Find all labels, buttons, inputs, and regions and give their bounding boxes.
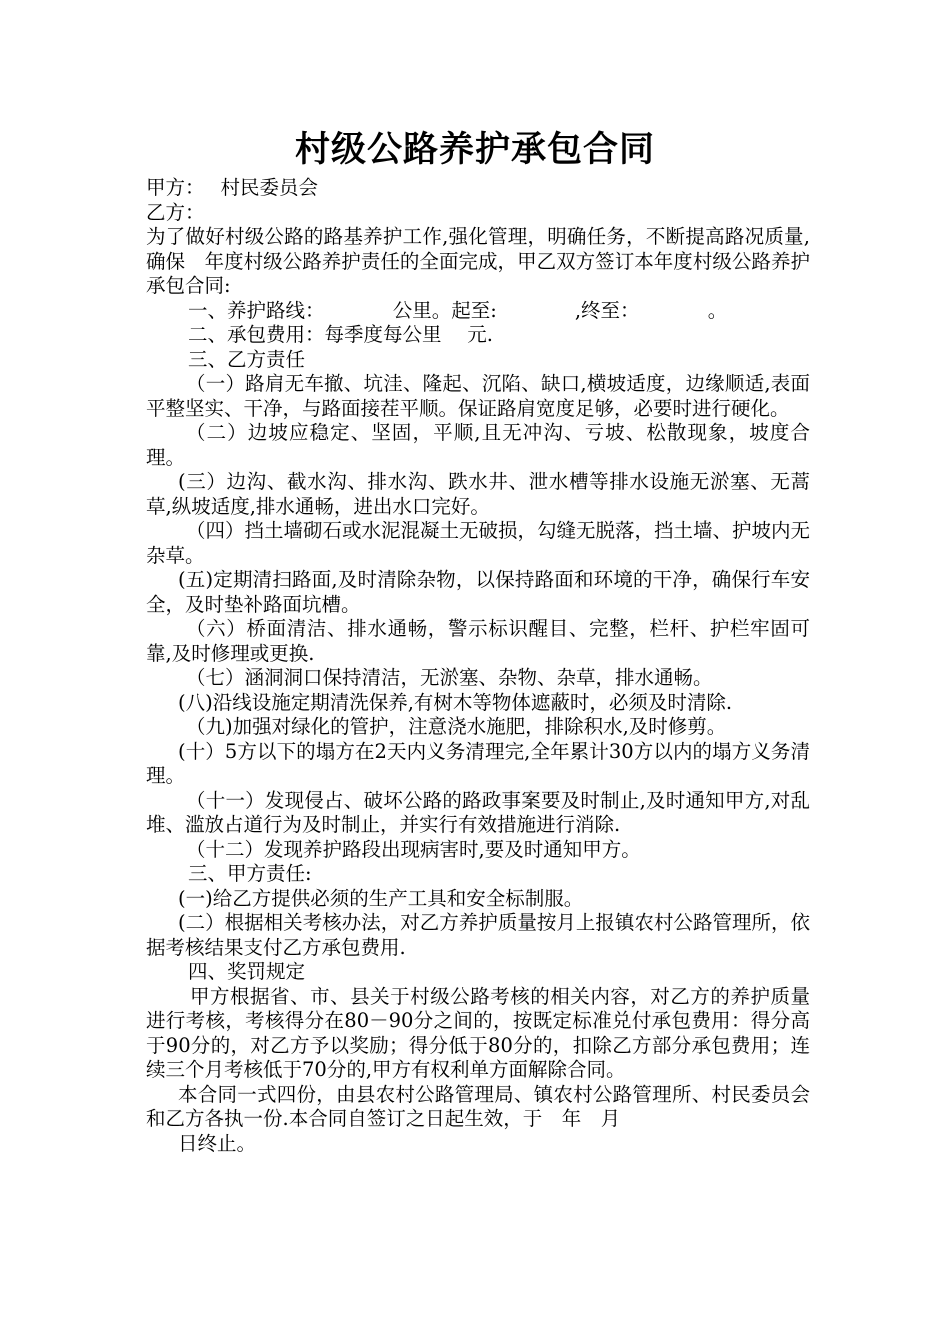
party-b-item-12: （十二）发现养护路段出现病害时,要及时通知甲方。 — [186, 837, 641, 861]
clause-fee: 二、承包费用：每季度每公里 元. — [188, 323, 493, 346]
party-a-line: 甲方： 村民委员会 — [146, 176, 318, 199]
party-b-item-1: （一）路肩无车撤、坑洼、隆起、沉陷、缺口,横坡适度，边缘顺适,表面平整坚实、干净，与路面接茬平顺。保证路肩宽度足够，必要时进行硬化。 — [146, 372, 810, 420]
party-a-item-2: (二）根据相关考核办法，对乙方养护质量按月上报镇农村公路管理所，依据考核结果支付乙方承包费用. — [146, 911, 810, 959]
section-heading-party-b: 三、乙方责任 — [188, 347, 306, 371]
party-b-line: 乙方： — [146, 200, 205, 224]
party-b-item-10: (十）5方以下的塌方在2天内义务清理完,全年累计30方以内的塌方义务清理。 — [146, 739, 810, 787]
rewards-paragraph: 甲方根据省、市、县关于村级公路考核的相关内容，对乙方的养护质量进行考核，考核得分在80－90分之间的，按既定标准兑付承包费用：得分高于90分的，对乙方予以奖励；得分低于80分的，扣除乙方部分承包费用；连续三个月考核低于70分的,甲方有权利单方面解除合同。 — [146, 984, 810, 1081]
clause-route: 一、养护路线： 公里。起至: ,终至： 。 — [188, 298, 728, 322]
party-a-item-1: (一)给乙方提供必须的生产工具和安全标制服。 — [178, 886, 584, 910]
party-b-item-5: (五)定期清扫路面,及时清除杂物，以保持路面和环境的干净，确保行车安全，及时垫补路面坑槽。 — [146, 568, 810, 616]
party-b-item-8: (八)沿线设施定期清洗保养,有树木等物体遮蔽时，必须及时清除. — [178, 690, 733, 714]
document-title: 村级公路养护承包合同 — [294, 130, 655, 170]
section-heading-party-a: 三、甲方责任: — [188, 862, 312, 885]
closing-paragraph: 本合同一式四份，由县农村公路管理局、镇农村公路管理所、村民委员会和乙方各执一份.本合同自签订之日起生效，于 年 月 — [146, 1082, 810, 1130]
party-b-item-7: （七）涵洞洞口保持清洁，无淤塞、杂物、杂草，排水通畅。 — [186, 666, 713, 689]
party-b-item-3: (三）边沟、截水沟、排水沟、跌水井、泄水槽等排水设施无淤塞、无蒿草,纵坡适度,排水通畅，进出水口完好。 — [146, 470, 810, 518]
section-heading-rewards: 四、奖罚规定 — [188, 960, 306, 983]
party-b-item-4: （四）挡土墙砌石或水泥混凝土无破损，勾缝无脱落，挡土墙、护坡内无杂草。 — [146, 519, 811, 567]
document-body — [146, 176, 810, 1156]
closing-end-line: 日终止。 — [178, 1131, 257, 1155]
party-b-item-9: （九)加强对绿化的管护，注意浇水施肥，排除积水,及时修剪。 — [186, 715, 727, 738]
preamble-paragraph: 为了做好村级公路的路基养护工作,强化管理，明确任务，不断提高路况质量,确保 年度村级公路养护责任的全面完成，甲乙双方签订本年度村级公路养护承包合同: — [146, 225, 810, 297]
party-b-item-11: （十一）发现侵占、破坏公路的路政事案要及时制止,及时通知甲方,对乱堆、滥放占道行为及时制止，并实行有效措施进行消除. — [146, 788, 810, 836]
party-b-item-2: （二）边坡应稳定、坚固，平顺,且无冲沟、亏坡、松散现象，坡度合理。 — [146, 421, 810, 469]
party-b-item-6: （六）桥面清洁、排水通畅，警示标识醒目、完整，栏杆、护栏牢固可靠,及时修理或更换. — [146, 617, 810, 665]
